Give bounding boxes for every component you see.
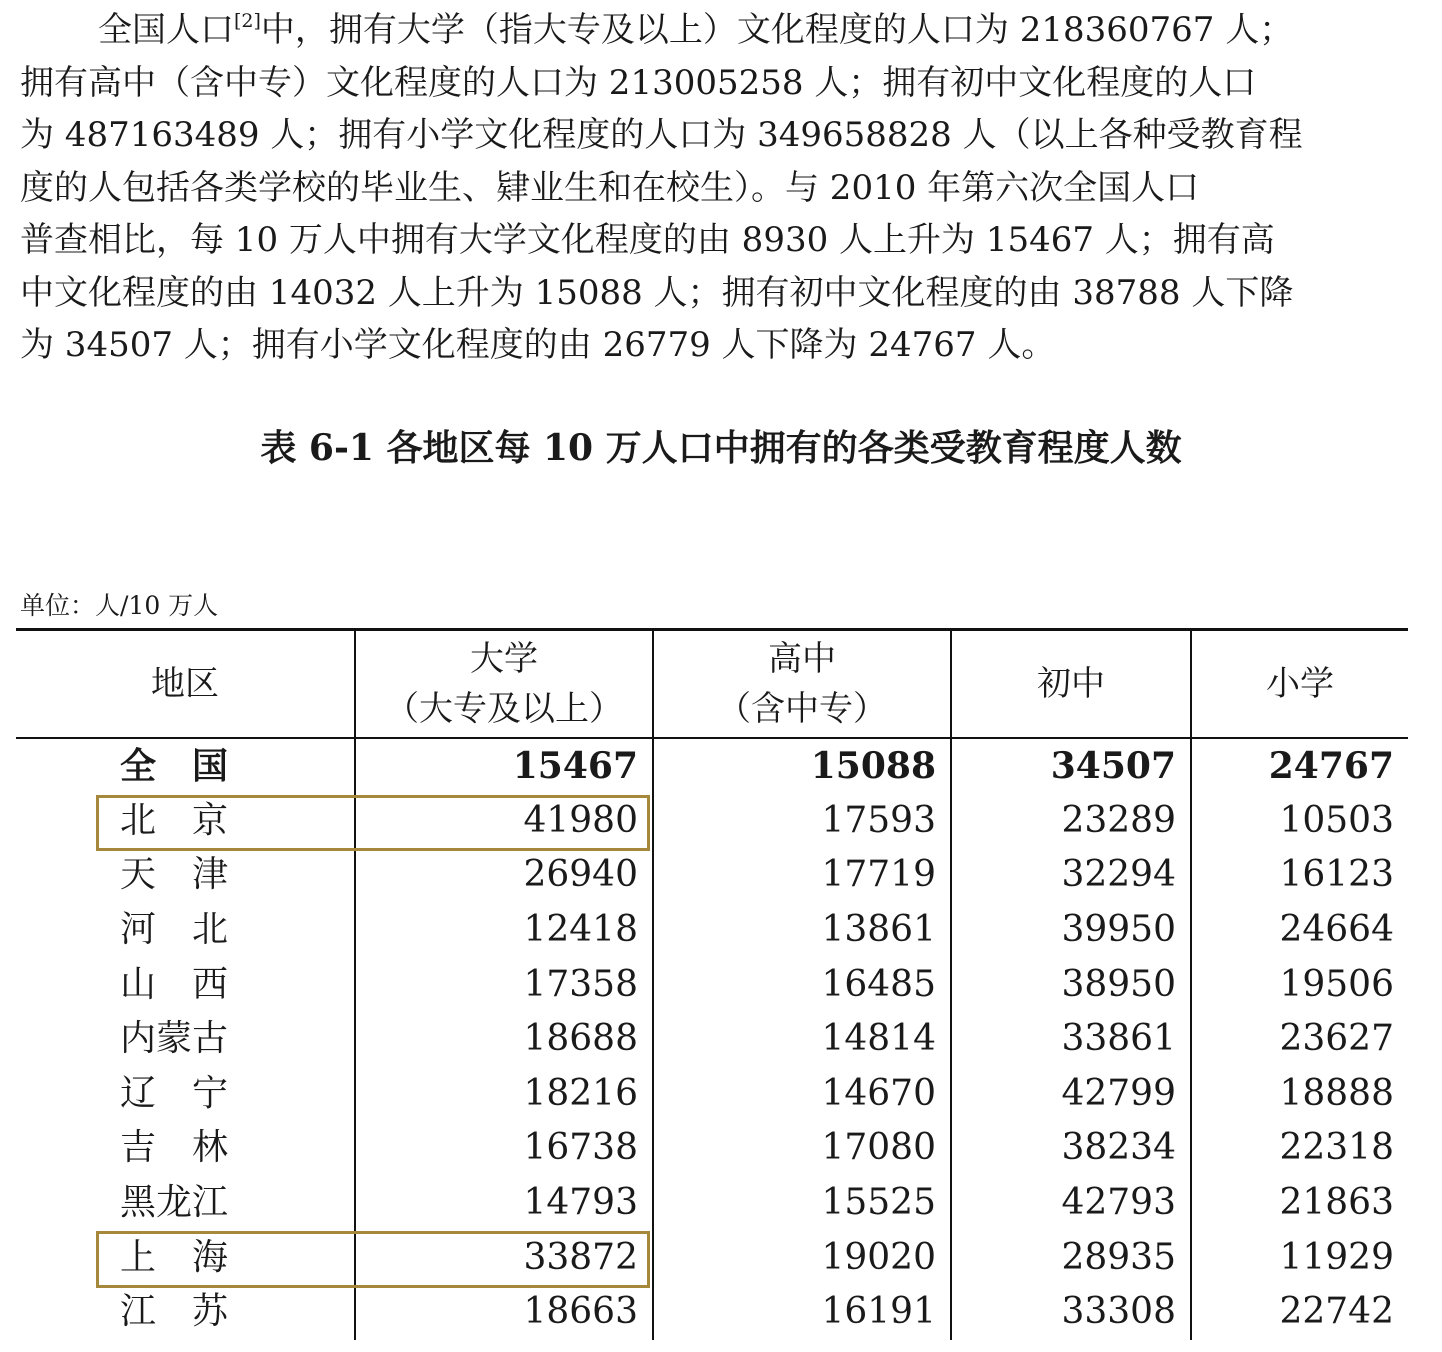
junior-middle-cell: 23289 [951, 794, 1191, 849]
region-cell: 北 京 [120, 799, 229, 841]
high-school-cell: 14670 [653, 1067, 951, 1122]
university-cell: 17358 [355, 957, 653, 1012]
junior-middle-cell: 38950 [951, 957, 1191, 1012]
region-cell: 黑龙江 [120, 1182, 229, 1224]
header-region: 地区 [16, 630, 355, 739]
table-row [16, 848, 1408, 903]
primary-cell: 24767 [1191, 738, 1408, 794]
junior-middle-cell: 32294 [951, 848, 1191, 903]
primary-cell: 18888 [1191, 1067, 1408, 1122]
junior-middle-cell: 39950 [951, 903, 1191, 958]
paragraph-line: 全国人口[2]中，拥有大学（指大专及以上）文化程度的人口为 218360767 人； [98, 10, 1294, 50]
region-cell: 天 津 [120, 854, 229, 896]
header-university: 大学 （大专及以上） [355, 630, 653, 739]
paragraph-line: 普查相比，每 10 万人中拥有大学文化程度的由 8930 人上升为 15467 人；拥有高 [20, 220, 1275, 260]
table-caption: 表 6-1 各地区每 10 万人口中拥有的各类受教育程度人数 [260, 427, 1182, 469]
table-row [16, 1067, 1408, 1122]
paragraph-line: 为 487163489 人；拥有小学文化程度的人口为 349658828 人（以上各种受教育程 [20, 115, 1303, 155]
primary-cell: 21863 [1191, 1176, 1408, 1231]
junior-middle-cell: 38234 [951, 1121, 1191, 1176]
primary-cell: 11929 [1191, 1230, 1408, 1285]
university-cell: 33872 [355, 1230, 653, 1285]
university-cell: 16738 [355, 1121, 653, 1176]
junior-middle-cell: 28935 [951, 1230, 1191, 1285]
junior-middle-cell: 33861 [951, 1012, 1191, 1067]
primary-cell: 23627 [1191, 1012, 1408, 1067]
education-table-container [16, 628, 1408, 1340]
region-cell: 山 西 [120, 963, 229, 1005]
junior-middle-cell: 42793 [951, 1176, 1191, 1231]
unit-label: 单位：人/10 万人 [20, 591, 219, 620]
paragraph-line: 拥有高中（含中专）文化程度的人口为 213005258 人；拥有初中文化程度的人口 [20, 62, 1257, 103]
junior-middle-cell: 34507 [951, 738, 1191, 794]
university-cell: 26940 [355, 848, 653, 903]
table-row [16, 1176, 1408, 1231]
high-school-cell: 17719 [653, 848, 951, 903]
region-cell: 江 苏 [120, 1291, 229, 1333]
region-cell: 吉 林 [120, 1127, 229, 1169]
table-row [16, 903, 1408, 958]
high-school-cell: 15525 [653, 1176, 951, 1231]
paragraph-line: 度的人包括各类学校的毕业生、肄业生和在校生）。与 2010 年第六次全国人口 [20, 167, 1200, 208]
university-cell: 14793 [355, 1176, 653, 1231]
paragraph-line: 为 34507 人；拥有小学文化程度的由 26779 人下降为 24767 人。 [20, 325, 1056, 365]
primary-cell: 22742 [1191, 1285, 1408, 1340]
high-school-cell: 16485 [653, 957, 951, 1012]
header-junior-middle: 初中 [951, 630, 1191, 739]
paragraph-line: 中文化程度的由 14032 人上升为 15088 人；拥有初中文化程度的由 38788 人下降 [20, 272, 1294, 313]
university-cell: 18663 [355, 1285, 653, 1340]
junior-middle-cell: 33308 [951, 1285, 1191, 1340]
high-school-cell: 16191 [653, 1285, 951, 1340]
primary-cell: 22318 [1191, 1121, 1408, 1176]
high-school-cell: 13861 [653, 903, 951, 958]
high-school-cell: 15088 [653, 738, 951, 794]
table-row [16, 957, 1408, 1012]
header-high-school: 高中 （含中专） [653, 630, 951, 739]
primary-cell: 16123 [1191, 848, 1408, 903]
table-row [16, 794, 1408, 849]
junior-middle-cell: 42799 [951, 1067, 1191, 1122]
table-row [16, 1285, 1408, 1340]
high-school-cell: 17593 [653, 794, 951, 849]
region-cell: 辽 宁 [120, 1072, 229, 1114]
university-cell: 18216 [355, 1067, 653, 1122]
table-body [16, 738, 1408, 1340]
table-row [16, 1012, 1408, 1067]
region-cell: 全 国 [120, 745, 229, 788]
region-cell: 河 北 [120, 909, 229, 951]
table-row-total [16, 738, 1408, 794]
primary-cell: 10503 [1191, 794, 1408, 849]
header-primary: 小学 [1191, 630, 1408, 739]
university-cell: 15467 [355, 738, 653, 794]
region-cell: 内蒙古 [120, 1018, 229, 1060]
education-table [16, 628, 1408, 1340]
high-school-cell: 14814 [653, 1012, 951, 1067]
high-school-cell: 17080 [653, 1121, 951, 1176]
primary-cell: 19506 [1191, 957, 1408, 1012]
university-cell: 12418 [355, 903, 653, 958]
table-row [16, 1230, 1408, 1285]
intro-paragraph [20, 4, 1410, 372]
table-header-row [16, 630, 1408, 739]
primary-cell: 24664 [1191, 903, 1408, 958]
university-cell: 41980 [355, 794, 653, 849]
university-cell: 18688 [355, 1012, 653, 1067]
region-cell: 上 海 [120, 1236, 229, 1278]
table-row [16, 1121, 1408, 1176]
high-school-cell: 19020 [653, 1230, 951, 1285]
footnote-ref[interactable]: [2] [234, 10, 261, 32]
